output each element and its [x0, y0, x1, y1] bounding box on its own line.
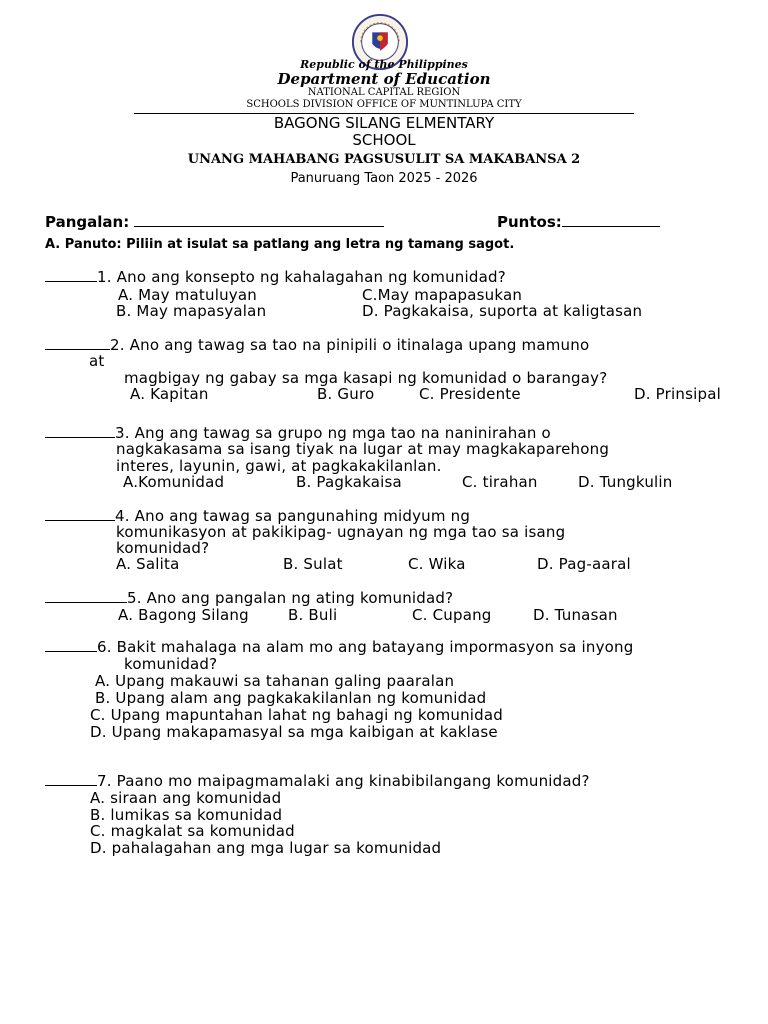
question-2-text: 2. Ano ang tawag sa tao na pinipili o itinalaga upang mamuno	[110, 336, 590, 354]
answer-blank-6[interactable]	[45, 639, 97, 652]
q3-option-a: A.Komunidad	[123, 473, 225, 491]
question-2-text-3: magbigay ng gabay sa mga kasapi ng komunidad o barangay?	[124, 369, 608, 387]
score-field[interactable]	[497, 213, 660, 231]
q1-option-a: A. May matuluyan	[118, 286, 257, 304]
q7-option-a: A. siraan ang komunidad	[90, 789, 282, 807]
question-5	[45, 589, 453, 607]
question-2	[45, 336, 589, 354]
q3-option-d: D. Tungkulin	[578, 473, 673, 491]
question-5-text: 5. Ano ang pangalan ng ating komunidad?	[127, 589, 454, 607]
school-year: Panuruang Taon 2025 - 2026	[290, 171, 478, 186]
q3-option-b: B. Pagkakaisa	[296, 473, 402, 491]
answer-blank-3[interactable]	[45, 425, 115, 438]
question-3-text-2: nagkakasama sa isang tiyak na lugar at may magkakaparehong	[116, 440, 610, 458]
name-label: Pangalan:	[45, 213, 130, 231]
q4-option-c: C. Wika	[408, 555, 466, 573]
question-6-text-2: komunidad?	[124, 655, 218, 673]
q2-option-d: D. Prinsipal	[634, 385, 721, 403]
instructions-text: Panuto: Piliin at isulat sa patlang ang letra ng tamang sagot.	[64, 237, 515, 252]
q4-option-a: A. Salita	[116, 555, 180, 573]
q2-option-b: B. Guro	[317, 385, 375, 403]
answer-blank-1[interactable]	[45, 269, 97, 282]
exam-title: UNANG MAHABANG PAGSUSULIT SA MAKABANSA 2	[187, 152, 581, 167]
q4-option-d: D. Pag-aaral	[537, 555, 631, 573]
q4-option-b: B. Sulat	[283, 555, 343, 573]
q7-option-c: C. magkalat sa komunidad	[90, 822, 295, 840]
region-label: NATIONAL CAPITAL REGION	[307, 87, 461, 98]
name-blank[interactable]	[134, 214, 384, 227]
instructions	[45, 237, 514, 252]
department-label: Department of Education	[277, 70, 491, 88]
q1-option-d: D. Pagkakaisa, suporta at kaligtasan	[362, 302, 643, 320]
q7-option-d: D. pahalagahan ang mga lugar sa komunidad	[90, 839, 442, 857]
q5-option-a: A. Bagong Silang	[118, 606, 249, 624]
question-4-text-3: komunidad?	[116, 539, 210, 557]
name-field[interactable]	[45, 213, 384, 231]
question-4-text: 4. Ano ang tawag sa pangunahing midyum ng	[115, 507, 471, 525]
division-label: SCHOOLS DIVISION OFFICE OF MUNTINLUPA CITY	[246, 99, 522, 110]
republic-label: Republic of the Philippines	[300, 58, 468, 71]
question-4-text-2: komunikasyon at pakikipag- ugnayan ng mga tao sa isang	[116, 523, 566, 541]
question-7	[45, 772, 590, 790]
answer-blank-7[interactable]	[45, 773, 97, 786]
score-blank[interactable]	[562, 214, 660, 227]
q6-option-a: A. Upang makauwi sa tahanan galing paaralan	[95, 672, 455, 690]
question-3-text-3: interes, layunin, gawi, at pagkakakilanlan.	[116, 457, 442, 475]
instructions-letter: A.	[45, 237, 61, 252]
answer-blank-2[interactable]	[45, 337, 110, 350]
question-3-text: 3. Ang ang tawag sa grupo ng mga tao na naninirahan o	[115, 424, 551, 442]
question-1	[45, 268, 506, 286]
q1-option-c: C.May mapapasukan	[362, 286, 523, 304]
question-7-text: 7. Paano mo maipagmamalaki ang kinabibilangang komunidad?	[97, 772, 590, 790]
q6-option-b: B. Upang alam ang pagkakakilanlan ng komunidad	[95, 689, 487, 707]
score-label: Puntos:	[497, 213, 562, 231]
q6-option-d: D. Upang makapamasyal sa mga kaibigan at kaklase	[90, 723, 498, 741]
question-6-text: 6. Bakit mahalaga na alam mo ang batayang impormasyon sa inyong	[97, 638, 634, 656]
question-6	[45, 638, 633, 656]
q5-option-c: C. Cupang	[412, 606, 492, 624]
q7-option-b: B. lumikas sa komunidad	[90, 806, 283, 824]
answer-blank-4[interactable]	[45, 508, 115, 521]
q5-option-b: B. Buli	[288, 606, 338, 624]
q3-option-c: C. tirahan	[462, 473, 538, 491]
school-name-line1: BAGONG SILANG ELMENTARY	[273, 114, 495, 132]
answer-blank-5[interactable]	[45, 590, 127, 603]
question-1-text: 1. Ano ang konsepto ng kahalagahan ng komunidad?	[97, 268, 506, 286]
school-name-line2: SCHOOL	[352, 131, 416, 149]
q2-option-a: A. Kapitan	[130, 385, 209, 403]
q6-option-c: C. Upang mapuntahan lahat ng bahagi ng komunidad	[90, 706, 504, 724]
q2-option-c: C. Presidente	[419, 385, 521, 403]
q5-option-d: D. Tunasan	[533, 606, 618, 624]
question-2-text-2: at	[89, 352, 105, 370]
q1-option-b: B. May mapasyalan	[116, 302, 267, 320]
